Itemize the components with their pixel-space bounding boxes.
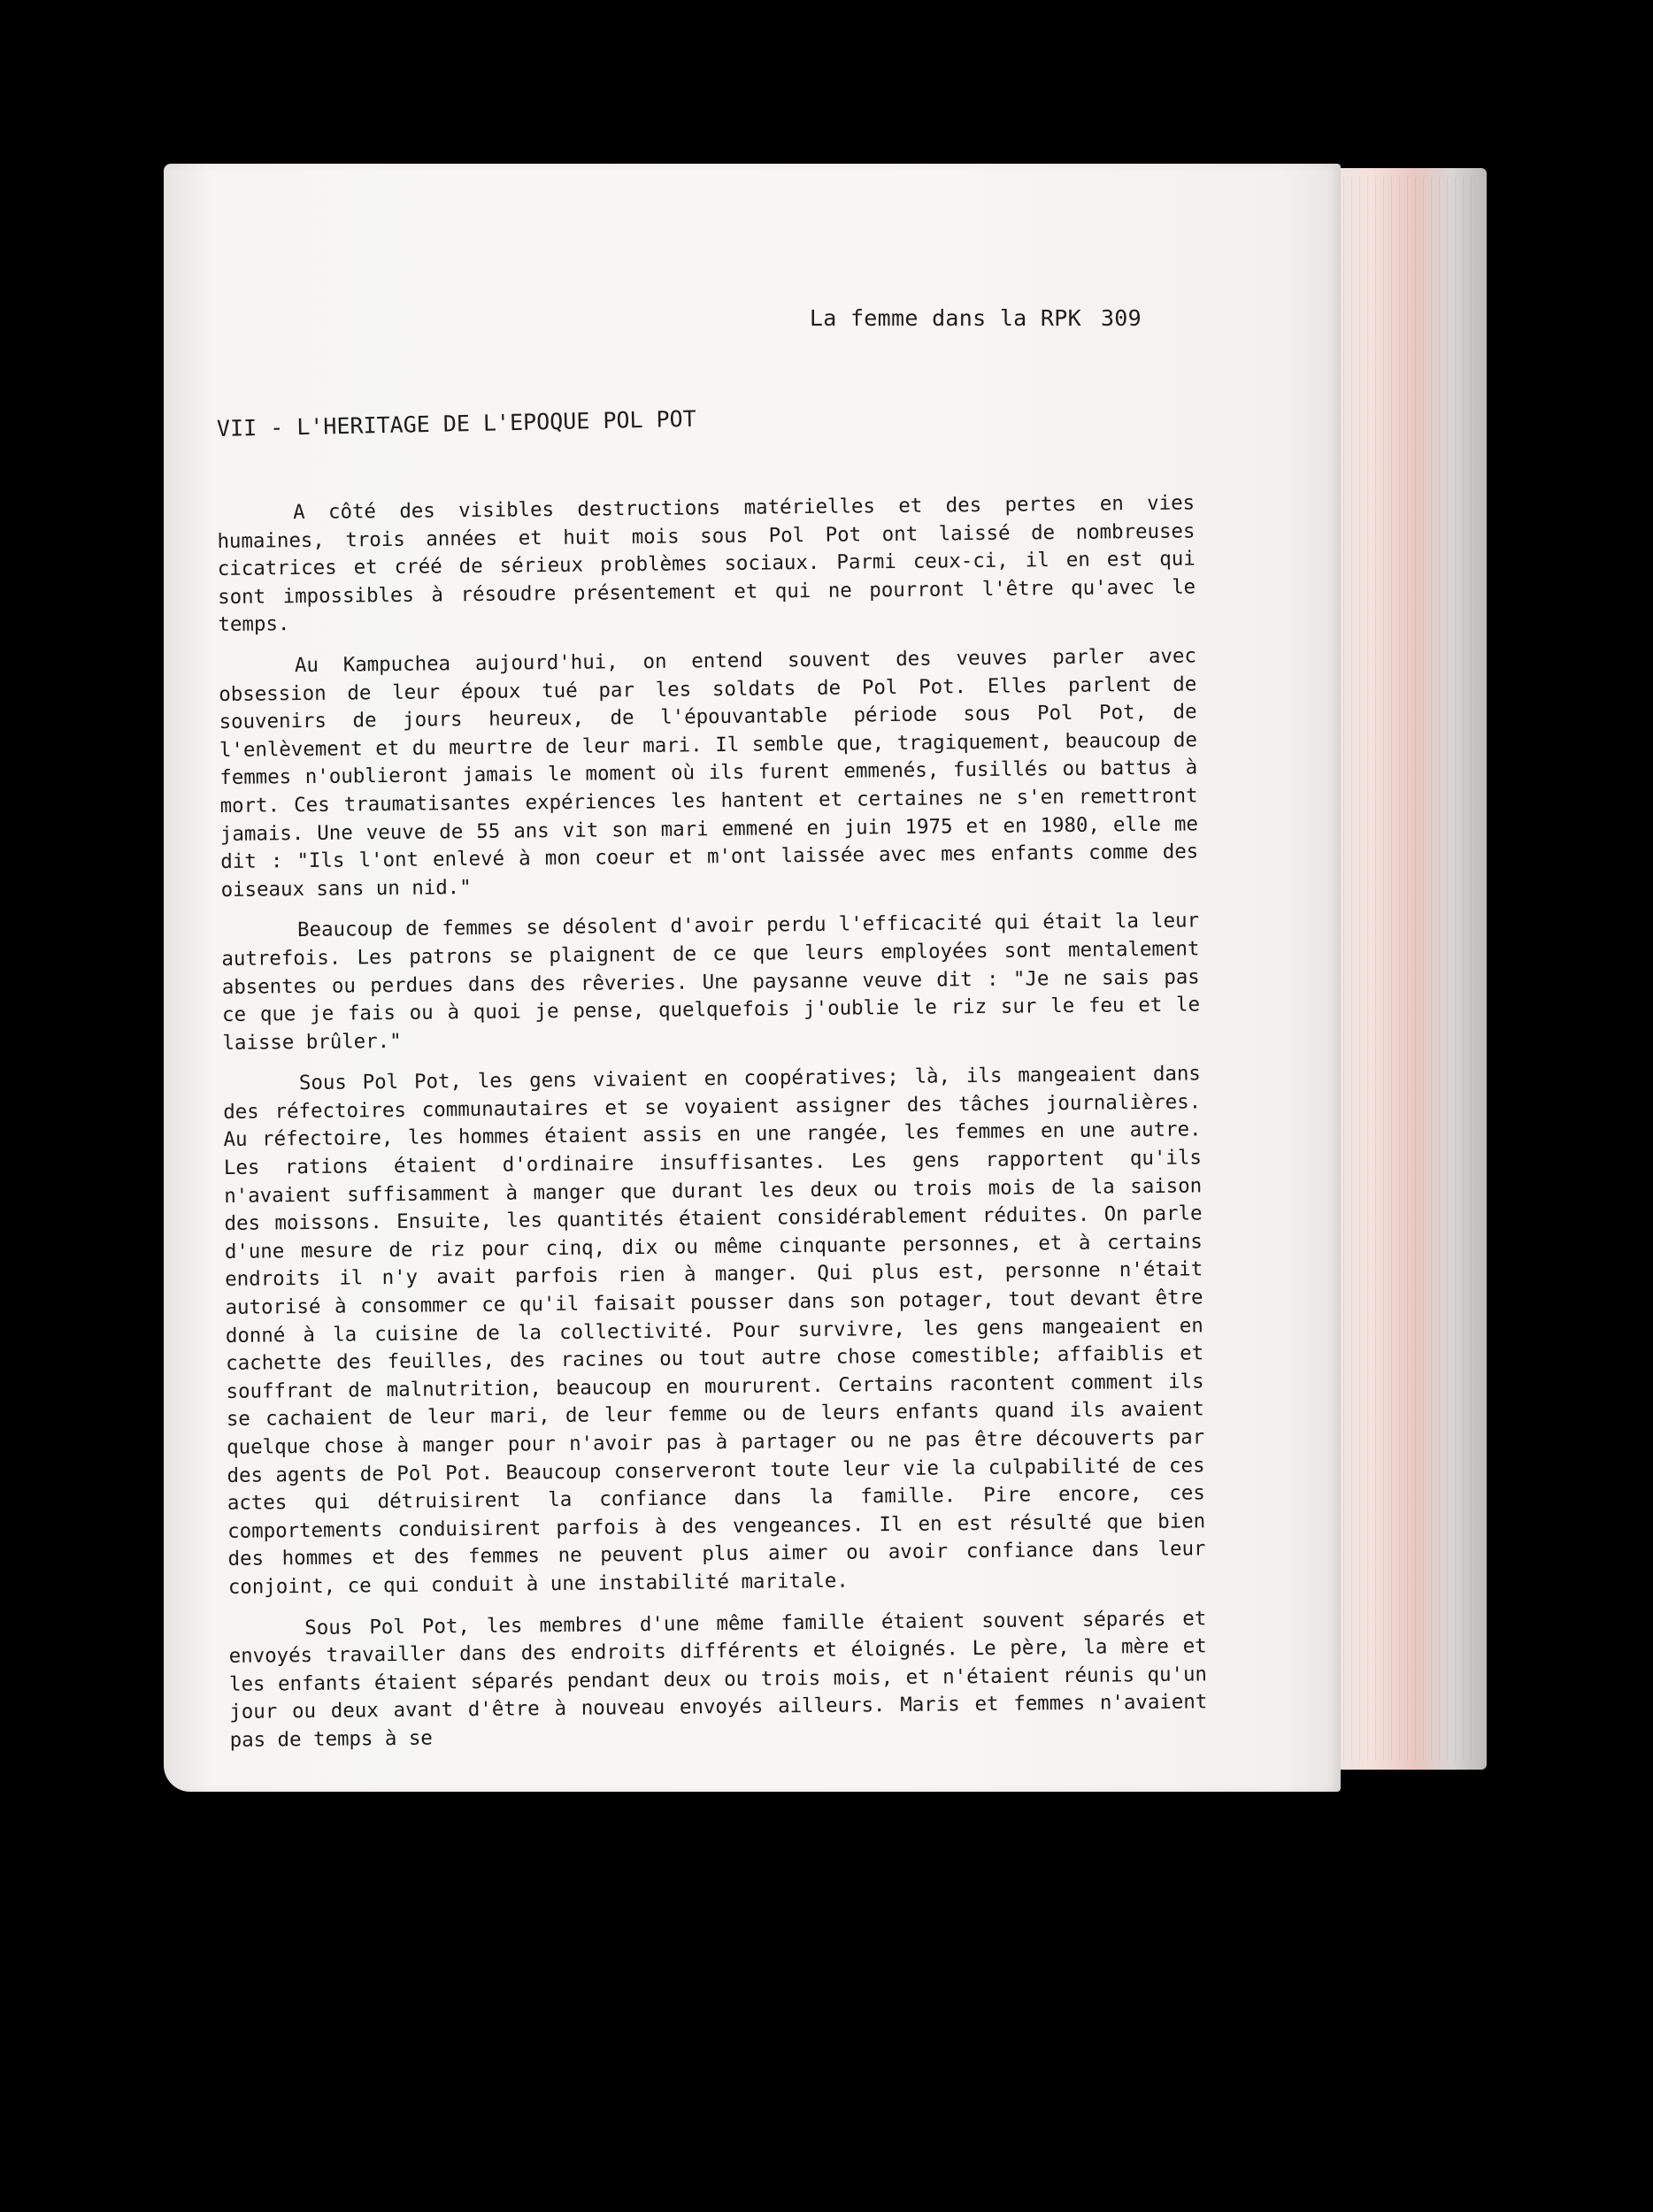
running-head-title: La femme dans la RPK xyxy=(809,305,1081,331)
paragraph: A côté des visibles destructions matérielles et des pertes en vies humaines, trois années et huit mois sous Pol Pot ont laissé de nombreuses cicatrices et créé de sérieux problèmes sociaux. Parmi ceux-ci, il en est qui sont impossibles à résoudre présentement et qui ne pourront l'être qu'avec le temps. xyxy=(217,491,1196,637)
page-edge-lines xyxy=(1327,177,1478,1761)
paragraph: Beaucoup de femmes se désolent d'avoir perdu l'efficacité qui était la leur autrefois. Les patrons se plaignent de ce que leurs employées sont mentalement absentes ou perdues dans des rêveries. Une paysanne veuve dit : "Je ne sais pas ce que je fais ou à quoi je pense, quelquefois j'oublie le riz sur le feu et le laisse brûler." xyxy=(221,909,1201,1055)
body-text xyxy=(217,489,1208,1768)
paragraph: Sous Pol Pot, les gens vivaient en coopératives; là, ils mangeaient dans des réfectoires communautaires et se voyaient assigner des tâches journalières. Au réfectoire, les hommes étaient assis en une rangée, les femmes en une autre. Les rations étaient d'ordinaire insuffisantes. Les gens rapportent qu'ils n'avaient suffisamment à manger que durant les deux ou trois mois de la saison des moissons. Ensuite, les quantités étaient considérablement réduites. On parle d'une mesure de riz pour cinq, dix ou même cinquante personnes, et à certains endroits il n'y avait parfois rien à manger. Qui plus est, personne n'était autorisé à consommer ce qu'il faisait pousser dans son potager, tout devant être donné à la cuisine de la collectivité. Pour survivre, les gens mangeaient en cachette des feuilles, des racines ou tout autre chose comestible; affaiblis et souffrant de malnutrition, beaucoup en moururent. Certains racontent comment ils se cachaient de leur mari, de leur femme ou de leurs enfants quand ils avaient quelque chose à manger pour n'avoir pas à partager ou ne pas être découverts par des agents de Pol Pot. Beaucoup conserveront toute leur vie la culpabilité de ces actes qui détruisirent la confiance dans la famille. Pire encore, ces comportements conduisirent parfois à des vengeances. Il en est résulté que bien des hommes et des femmes ne peuvent plus aimer ou avoir confiance dans leur conjoint, ce qui conduit à une instabilité maritale. xyxy=(223,1062,1206,1599)
paragraph: Au Kampuchea aujourd'hui, on entend souvent des veuves parler avec obsession de leur époux tué par les soldats de Pol Pot. Elles parlent de souvenirs de jours heureux, de l'épouvantable période sous Pol Pot, de l'enlèvement et du meurtre de leur mari. Il semble que, tragiquement, beaucoup de femmes n'oublieront jamais le moment où ils furent emmenés, fusillés ou battus à mort. Ces traumatisantes expériences les hantent et certaines ne s'en remettront jamais. Une veuve de 55 ans vit son mari emmené en juin 1975 et en 1980, elle me dit : "Ils l'ont enlevé à mon coeur et m'ont laissée avec mes enfants comme des oiseaux sans un nid." xyxy=(219,644,1199,902)
section-heading: VII - L'HERITAGE DE L'EPOQUE POL POT xyxy=(216,405,697,442)
page-number: 309 xyxy=(1100,305,1142,331)
paragraph: Sous Pol Pot, les membres d'une même famille étaient souvent séparés et envoyés travailler dans des endroits différents et éloignés. Le père, la mère et les enfants étaient séparés pendant deux ou trois mois, et n'étaient réunis qu'un jour ou deux avant d'être à nouveau envoyés ailleurs. Maris et femmes n'avaient pas de temps à se xyxy=(228,1606,1208,1752)
running-head xyxy=(810,305,1142,331)
book-page xyxy=(164,164,1341,1792)
